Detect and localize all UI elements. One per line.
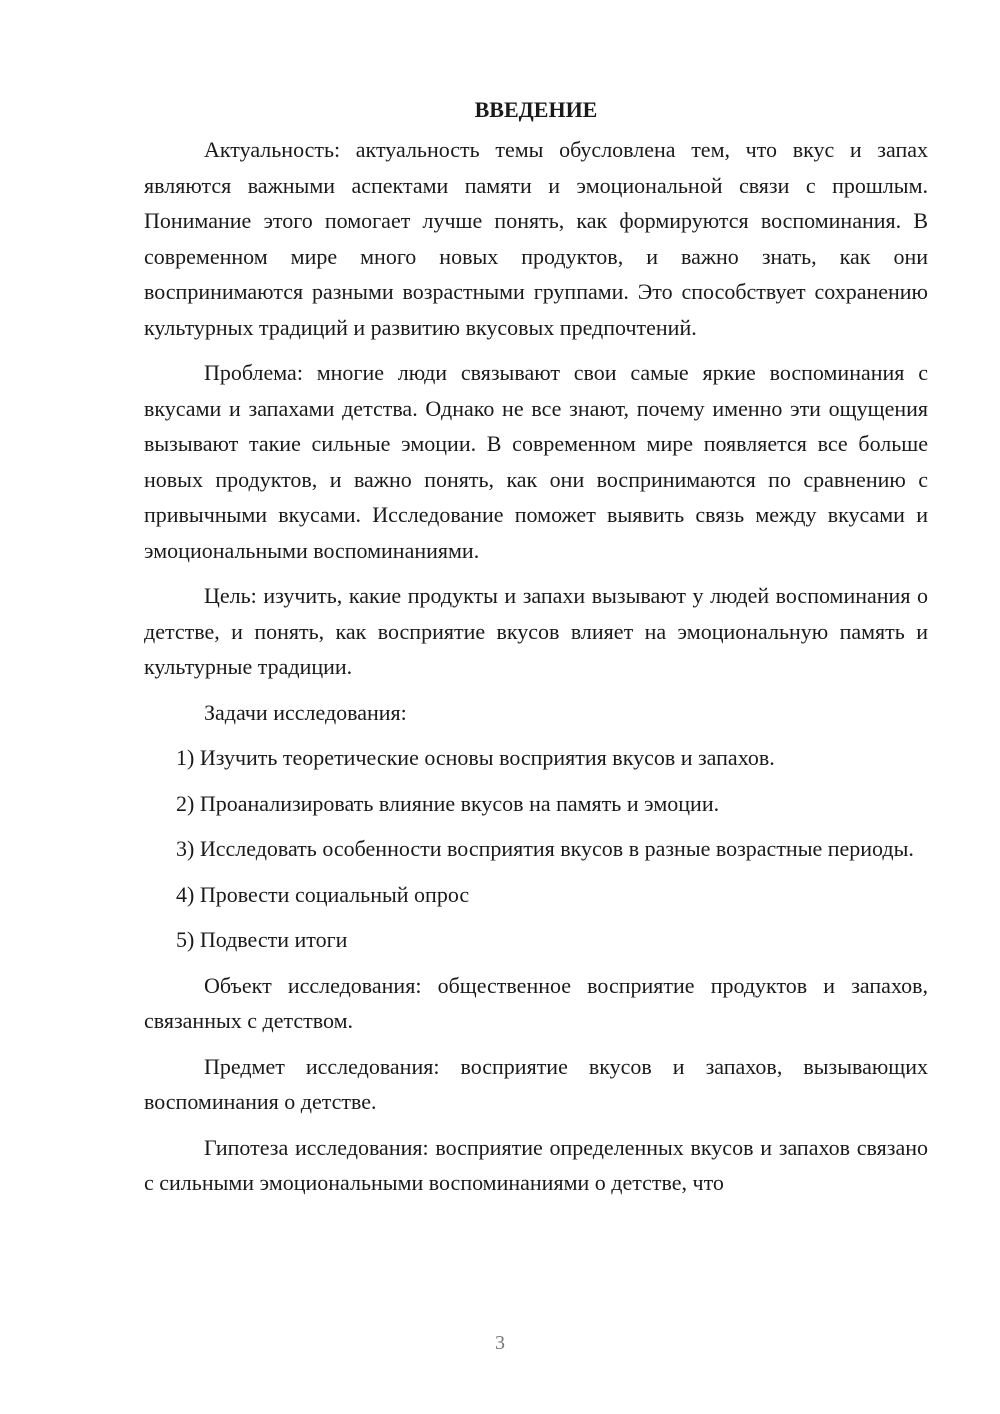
task-item-2: 2) Проанализировать влияние вкусов на память и эмоции. — [176, 790, 720, 816]
task-item-5: 5) Подвести итоги — [176, 927, 348, 952]
section-title: ВВЕДЕНИЕ — [474, 97, 598, 122]
task-item-4: 4) Провести социальный опрос — [176, 881, 470, 907]
paragraph-problem: Проблема: многие люди связывают свои самые яркие воспоминания с вкусами и запахами детства. Однако не все знают, почему именно эти ощущения вызывают такие сильные эмоции. В современном мире появляется все больше новых продуктов, и важно понять, как они воспринимаются по сравнению с привычными вкусами. Исследование поможет выявить связь между вкусами и эмоциональными воспоминаниями. — [144, 360, 928, 563]
paragraph-hypothesis: Гипотеза исследования: восприятие определенных вкусов и запахов связано с сильными эмоциональными воспоминаниями о детстве, что — [144, 1134, 928, 1195]
paragraph-subject: Предмет исследования: восприятие вкусов и запахов, вызывающих воспоминания о детстве. — [144, 1053, 928, 1114]
task-item-1: 1) Изучить теоретические основы восприятия вкусов и запахов. — [176, 745, 775, 770]
paragraph-goal: Цель: изучить, какие продукты и запахи вызывают у людей воспоминания о детстве, и понять, как восприятие вкусов влияет на эмоциональную память и культурные традиции. — [144, 583, 928, 679]
document-page — [144, 92, 928, 1211]
paragraph-tasks-heading: Задачи исследования: — [204, 699, 407, 725]
paragraph-relevance: Актуальность: актуальность темы обусловлена тем, что вкус и запах являются важными аспектами памяти и эмоциональной связи с прошлым. Понимание этого помогает лучше понять, как формируются воспоминания. В современном мире много новых продуктов, и важно знать, как они воспринимаются разными возрастными группами. Это способствует сохранению культурных традиций и развитию вкусовых предпочтений. — [144, 137, 928, 340]
paragraph-object: Объект исследования: общественное восприятие продуктов и запахов, связанных с детством. — [144, 972, 928, 1033]
page-number: 3 — [495, 1332, 505, 1354]
task-item-3: 3) Исследовать особенности восприятия вкусов в разные возрастные периоды. — [176, 836, 914, 861]
